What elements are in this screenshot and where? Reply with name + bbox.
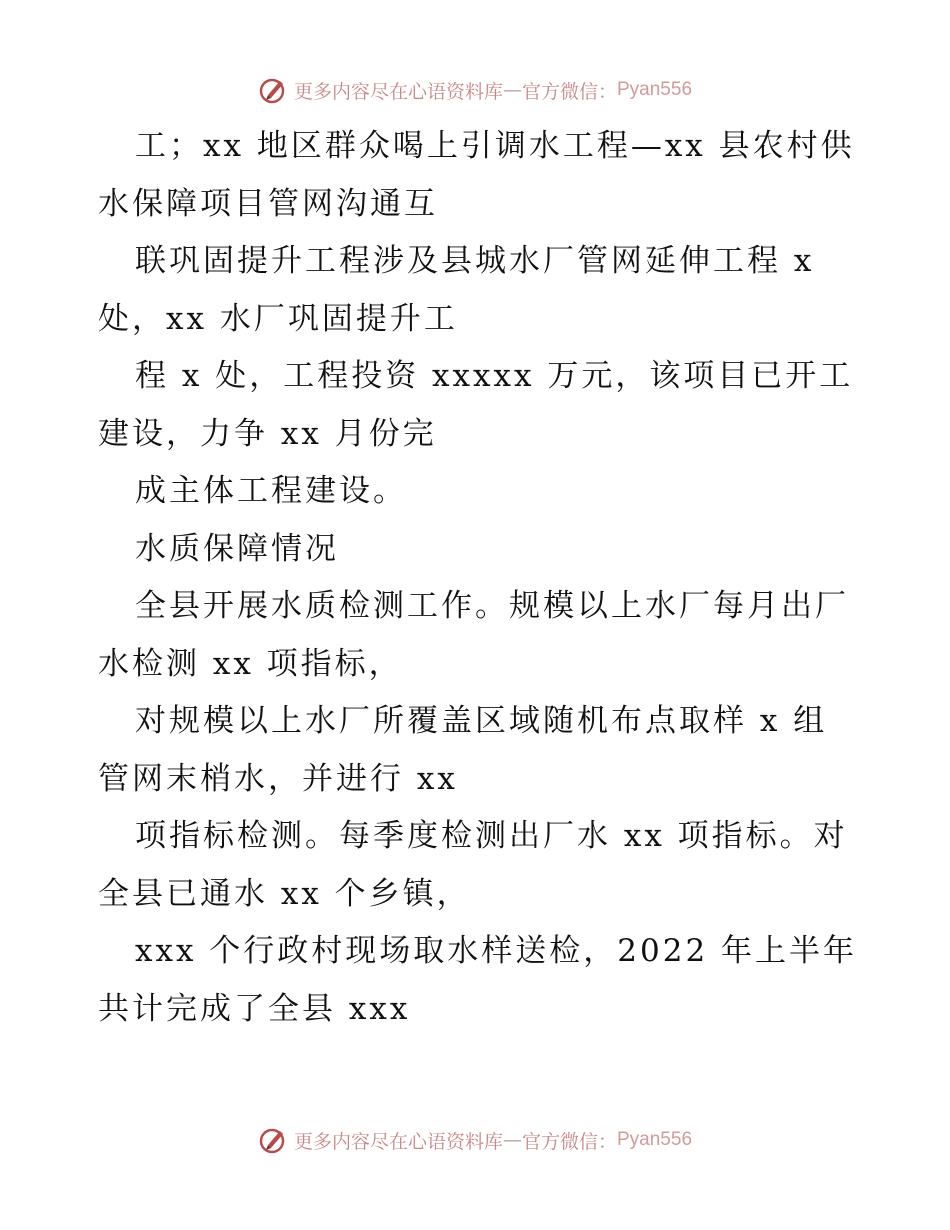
watermark-wechat-label: 官方微信： xyxy=(521,80,617,103)
text-line: 项指标检测。每季度检测出厂水 xx 项指标。对 xyxy=(135,818,848,854)
text-line: xxx 个行政村现场取水样送检，2022 年上半年 xyxy=(135,933,858,969)
watermark-dash: — xyxy=(502,1129,522,1151)
text-line: 水保障项目管网沟通互 xyxy=(98,185,438,222)
text-line: 联巩固提升工程涉及县城水厂管网延伸工程 x xyxy=(135,243,815,279)
text-line: 对规模以上水厂所覆盖区域随机布点取样 x 组 xyxy=(135,703,828,739)
text-line: 管网末梢水，并进行 xx xyxy=(98,760,458,797)
watermark-wechat-id: Pyan556 xyxy=(617,1129,693,1150)
text-line: 成主体工程建设。 xyxy=(135,473,407,509)
document-body xyxy=(98,118,858,1038)
header-watermark xyxy=(0,70,950,110)
text-line: 全县开展水质检测工作。规模以上水厂每月出厂 xyxy=(135,588,849,624)
watermark-main-text: 更多内容尽在心语资料库 xyxy=(293,1130,503,1153)
text-line: 水检测 xx 项指标， xyxy=(98,645,403,682)
pen-logo-icon xyxy=(258,1125,288,1155)
text-line: 共计完成了全县 xxx xyxy=(98,990,411,1027)
text-line: 工；xx 地区群众喝上引调水工程—xx 县农村供 xyxy=(135,128,855,164)
text-line: 程 x 处，工程投资 xxxxx 万元，该项目已开工 xyxy=(135,358,854,394)
text-line: 全县已通水 xx 个乡镇， xyxy=(98,875,471,912)
watermark-wechat-label: 官方微信： xyxy=(521,1130,617,1153)
watermark-wechat-id: Pyan556 xyxy=(617,79,693,100)
pen-logo-icon xyxy=(258,75,288,105)
watermark-main-text: 更多内容尽在心语资料库 xyxy=(293,80,503,103)
text-line: 处，xx 水厂巩固提升工 xyxy=(98,300,458,337)
text-line: 建设，力争 xx 月份完 xyxy=(98,415,437,452)
footer-watermark xyxy=(0,1120,950,1160)
watermark-dash: — xyxy=(502,79,522,101)
section-heading: 水质保障情况 xyxy=(135,530,339,567)
